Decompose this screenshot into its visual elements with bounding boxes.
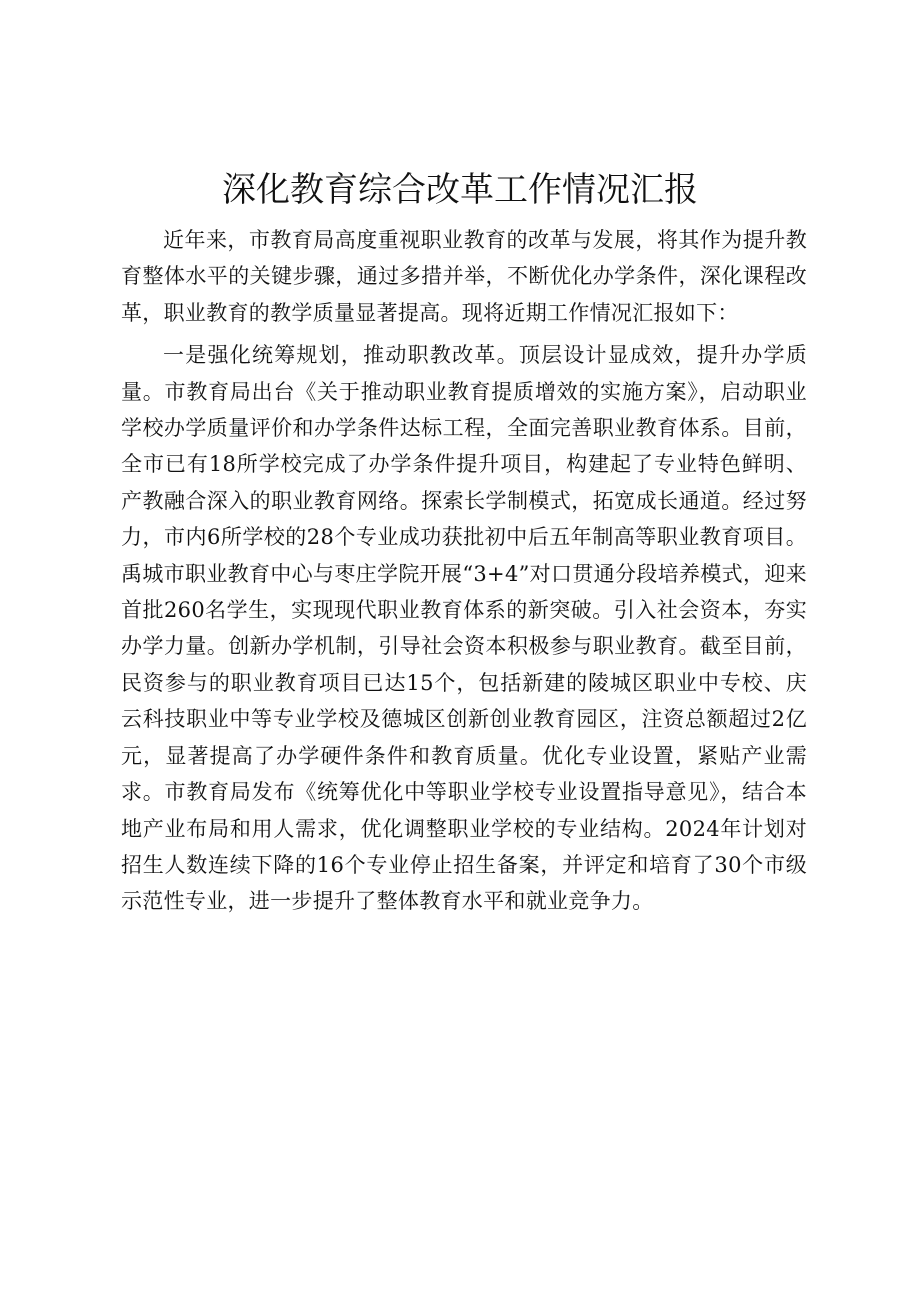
document-body [121,222,807,920]
document-title: 深化教育综合改革工作情况汇报 [222,170,698,210]
intro-paragraph: 近年来，市教育局高度重视职业教育的改革与发展，将其作为提升教育整体水平的关键步骤，通过多措并举，不断优化办学条件，深化课程改革，职业教育的教学质量显著提高。现将近期工作情况汇报如下： [121,228,807,325]
section-one-paragraph: 一是强化统筹规划，推动职教改革。顶层设计显成效，提升办学质量。市教育局出台《关于推动职业教育提质增效的实施方案》，启动职业学校办学质量评价和办学条件达标工程，全面完善职业教育体系。目前，全市已有18所学校完成了办学条件提升项目，构建起了专业特色鲜明、产教融合深入的职业教育网络。探索长学制模式，拓宽成长通道。经过努力，市内6所学校的28个专业成功获批初中后五年制高等职业教育项目。禹城市职业教育中心与枣庄学院开展“3+4”对口贯通分段培养模式，迎来首批260名学生，实现现代职业教育体系的新突破。引入社会资本，夯实办学力量。创新办学机制，引导社会资本积极参与职业教育。截至目前，民资参与的职业教育项目已达15个，包括新建的陵城区职业中专校、庆云科技职业中等专业学校及德城区创新创业教育园区，注资总额超过2亿元，显著提高了办学硬件条件和教育质量。优化专业设置，紧贴产业需求。市教育局发布《统筹优化中等职业学校专业设置指导意见》，结合本地产业布局和用人需求，优化调整职业学校的专业结构。2024年计划对招生人数连续下降的16个专业停止招生备案，并评定和培育了30个市级示范性专业，进一步提升了整体教育水平和就业竞争力。 [121,343,807,914]
